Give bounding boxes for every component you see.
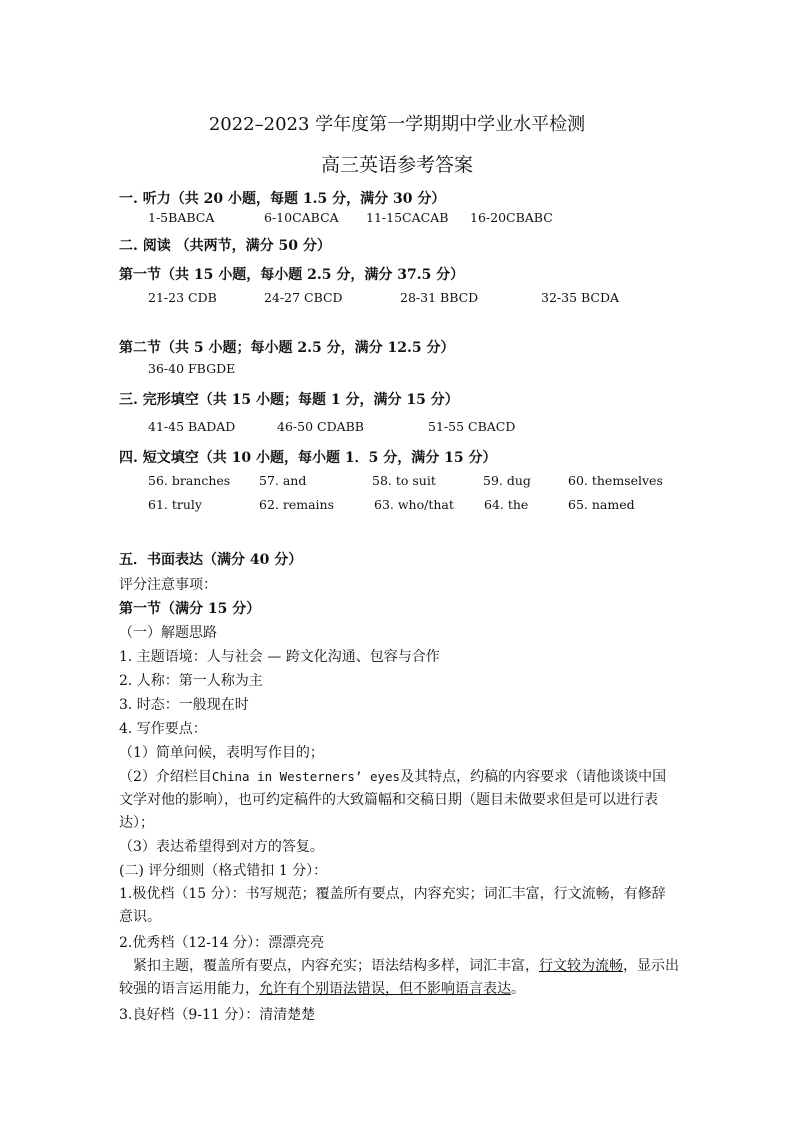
answer-group: 41-45 BADAD <box>148 419 236 434</box>
answer-group: 32-35 BCDA <box>541 290 620 305</box>
rubric-label: (二) 评分细则（格式错扣 1 分）： <box>119 863 328 879</box>
answer-group: 24-27 CBCD <box>264 290 343 305</box>
point-item: 2. 人称：第一人称为主 <box>119 673 263 689</box>
level-2-text-a: 紧扣主题，覆盖所有要点，内容充实；语法结构多样，词汇丰富， <box>133 958 539 974</box>
answer-item: 59. dug <box>483 473 531 488</box>
point-item: 1. 主题语境：人与社会 — 跨文化沟通、包容与合作 <box>119 649 440 665</box>
level-2-label: 2.优秀档（12-14 分）：漂漂亮亮 <box>119 935 325 951</box>
document-subtitle: 高三英语参考答案 <box>320 154 473 176</box>
answer-group: 21-23 CDB <box>148 290 217 305</box>
column-name: China in Westerners’ eyes <box>211 769 401 784</box>
level-2-text-d: 允许有个别语法错误，但不影响语言表达 <box>259 981 511 997</box>
level-2-text-e: 。 <box>511 981 525 997</box>
sub-point-1: （1）简单问候，表明写作目的； <box>119 745 324 761</box>
level-1: 1.极优档（15 分）：书写规范；覆盖所有要点，内容充实；词汇丰富，行文流畅，有修辞意识。 <box>119 886 666 925</box>
answer-group: 51-55 CBACD <box>428 419 516 434</box>
writing-heading: 五．书面表达（满分 40 分） <box>119 552 303 568</box>
reading-part2-heading: 第二节（共 5 小题；每小题 2.5 分，满分 12.5 分） <box>119 340 455 356</box>
answer-group: 11-15CACAB <box>366 210 449 225</box>
answer-item: 57. and <box>259 473 307 488</box>
level-2-description <box>119 955 679 1001</box>
answer-item: 65. named <box>568 497 635 512</box>
answer-item: 58. to suit <box>372 473 436 488</box>
answer-item: 63. who/that <box>374 497 454 512</box>
grammar-heading: 四. 短文填空（共 10 小题，每小题 1．5 分，满分 15 分） <box>119 450 497 466</box>
listening-heading: 一. 听力（共 20 小题，每题 1.5 分，满分 30 分） <box>119 191 446 207</box>
level-2-text-c: ，显示出较强的语言运用能力， <box>119 958 679 997</box>
answer-item: 62. remains <box>259 497 334 512</box>
answer-group: 46-50 CDABB <box>277 419 364 434</box>
answer-group: 28-31 BBCD <box>400 290 479 305</box>
answer-group: 36-40 FBGDE <box>148 361 236 376</box>
writing-part1-heading: 第一节（满分 15 分） <box>119 601 261 617</box>
sub-point-3: （3）表达希望得到对方的答复。 <box>119 839 324 855</box>
answer-item: 64. the <box>484 497 529 512</box>
answer-item: 56. branches <box>148 473 231 488</box>
sub-point-2 <box>119 765 679 835</box>
reading-part1-heading: 第一节（共 15 小题，每小题 2.5 分，满分 37.5 分） <box>119 267 465 283</box>
cloze-heading: 三. 完形填空（共 15 小题；每题 1 分，满分 15 分） <box>119 392 459 408</box>
sub-point-2-prefix: （2）介绍栏目 <box>119 769 212 785</box>
document-title: 2022–2023 学年度第一学期期中学业水平检测 <box>208 114 586 135</box>
answer-group: 6-10CABCA <box>264 210 339 225</box>
level-2-text-b: 行文较为流畅 <box>539 958 623 974</box>
scoring-notes-label: 评分注意事项： <box>119 577 217 593</box>
level-3-label: 3.良好档（9-11 分）：清清楚楚 <box>119 1007 316 1023</box>
answer-item: 61. truly <box>148 497 202 512</box>
point-item: 4. 写作要点： <box>119 721 207 737</box>
sub-point-2-rest: 及其特点，约稿的内容要求（请他谈谈中国文学对他的影响），也可约定稿件的大致篇幅和交稿日期（题目未做要求但是可以进行表达）； <box>119 769 667 831</box>
reading-heading: 二. 阅读 （共两节，满分 50 分） <box>119 238 331 254</box>
answer-group: 16-20CBABC <box>470 210 553 225</box>
approach-label: （一）解题思路 <box>119 625 217 641</box>
answer-group: 1-5BABCA <box>148 210 215 225</box>
answer-item: 60. themselves <box>568 473 663 488</box>
point-item: 3. 时态：一般现在时 <box>119 697 249 713</box>
